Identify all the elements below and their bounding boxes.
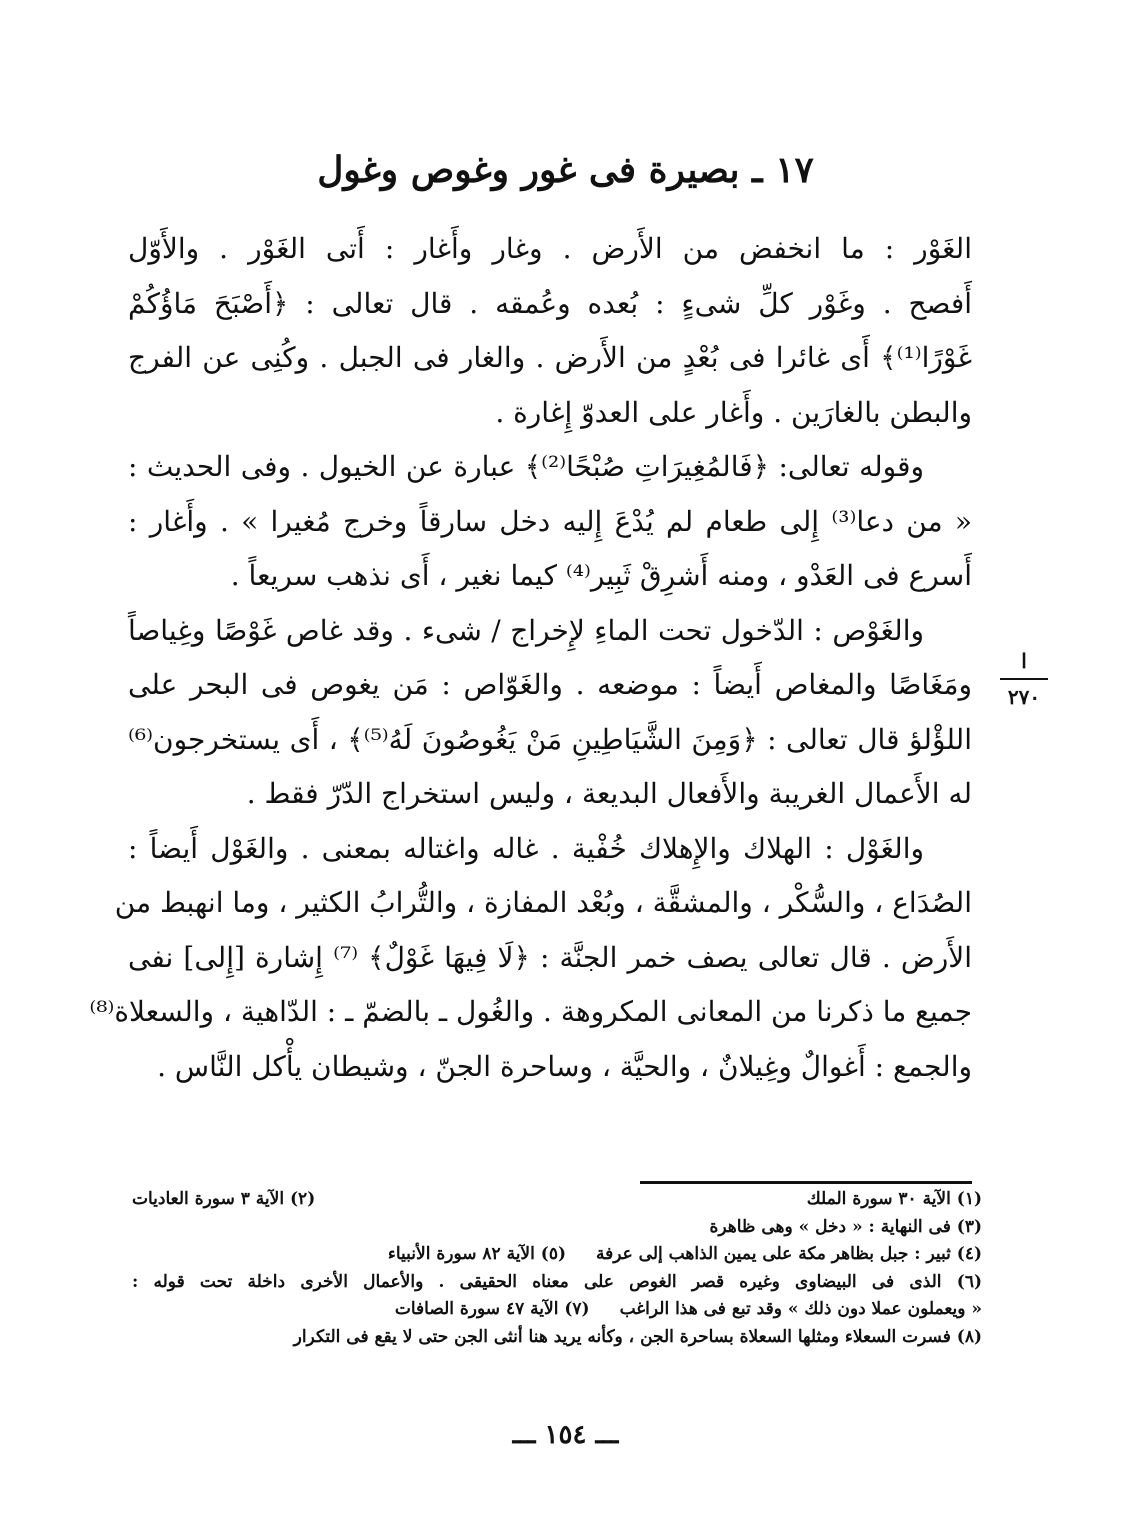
body-line: جميع ما ذكرنا من المعانى المكروهة . والغُول ـ بالضمّ ـ : الدّاهية ، والسعلاة⁽⁸⁾: [89, 995, 972, 1028]
body-line: الغَوْر : ما انخفض من الأَرض . وغار وأَغار : أَتى الغَوْر . والأَوّل: [128, 232, 972, 265]
body-line: الأَرض . قال تعالى يصف خمر الجنَّة : ﴿لَا فِيهَا غَوْلٌ﴾ ⁽⁷⁾ إِشارة [إِلى] نفى: [128, 940, 972, 974]
chapter-title: ١٧ ـ بصيرة فى غور وغوص وغول: [317, 149, 814, 191]
folio-side: ا: [1000, 648, 1048, 680]
body-line: غَوْرًا⁽¹⁾﴾ أَى غائرا فى بُعْدٍ من الأَرض . والغار فى الجبل . وكُنِى عن الفرج: [128, 341, 972, 374]
page-number: ـــ ١٥٤ ـــ: [512, 1420, 619, 1450]
footnote-row: [132, 1296, 982, 1324]
body-line: والغَوْص : الدّخول تحت الماءِ لإِخراج / شىء . وقد غاص غَوْصًا وغِياصاً: [128, 613, 924, 647]
body-line: أَسرع فى العَدْو ، ومنه أَشرِقْ ثَبِير⁽⁴⁾ كيما نغير ، أَى نذهب سريعاً .: [230, 559, 972, 592]
body-text: [89, 222, 972, 1094]
body-line: أَفصح . وغَوْر كلِّ شىءٍ : بُعده وعُمقه . قال تعالى : ﴿أَصْبَحَ مَاؤُكُمْ: [128, 286, 972, 320]
body-line: له الأَعمال الغريبة والأَفعال البديعة ، وليس استخراج الدّرّ فقط .: [246, 777, 972, 810]
footnote-8: (٨) فسرت السعلاء ومثلها السعلاة بساحرة الجن ، وكأنه يريد هنا أنثى الجن حتى لا يقع فى التكرار: [293, 1326, 982, 1347]
body-line: والغَوْل : الهلاك والإِهلاك خُفْية . غاله واغتاله بمعنى . والغَوْل أَيضاً :: [128, 831, 924, 865]
footnote-7: (٧) الآية ٤٧ سورة الصافات: [394, 1299, 590, 1319]
body-line: والجمع : أَغوالٌ وغِيلانٌ ، والحيَّة ، وساحرة الجنّ ، وشيطان يأْكل النَّاس .: [157, 1049, 972, 1083]
footnote-6: (٦) الذى فى البيضاوى وغيره قصر الغوص على معناه الحقيقى . والأعمال الأخرى داخلة تحت قوله :: [132, 1271, 982, 1292]
footnote-6-continued: « ويعملون عملا دون ذلك » وقد تبع فى هذا الراغب: [619, 1299, 982, 1319]
footnotes: [132, 1186, 982, 1351]
folio-number: ٢٧٠: [1007, 685, 1041, 709]
body-line: ومَغَاصًا والمغاص أَيضاً : موضعه . والغَوّاص : مَن يغوص فى البحر على: [128, 668, 972, 701]
footnote-divider: [640, 1181, 972, 1184]
footnote-2: (٢) الآية ٣ سورة العاديات: [132, 1189, 316, 1209]
body-line: « من دعا⁽³⁾ إِلى طعام لم يُدْعَ إِليه دخل سارقاً وخرج مُغيرا » . وأَغار :: [128, 504, 972, 538]
footnote-3: (٣) فى النهاية : « دخل » وهى ظاهرة: [709, 1216, 982, 1237]
body-line: الصُدَاع ، والسُّكْر ، والمشقَّة ، وبُعْد المفازة ، والتُّرابُ الكثير ، وما انهبط من: [114, 886, 972, 919]
footnote-1: (١) الآية ٣٠ سورة الملك: [806, 1189, 982, 1209]
manuscript-folio-marker: [1000, 648, 1048, 710]
footnote-row: [132, 1186, 982, 1214]
footnote-4: (٤) ثبير : جبل بظاهر مكة على يمين الذاهب إلى عرفة: [596, 1244, 982, 1264]
footnote-5: (٥) الآية ٨٢ سورة الأنبياء: [387, 1244, 566, 1264]
body-line: وقوله تعالى: ﴿فَالمُغِيرَاتِ صُبْحًا⁽²⁾﴾ عبارة عن الخيول . وفى الحديث :: [128, 450, 925, 483]
footnote-row: [132, 1241, 982, 1269]
body-line: اللؤْلؤ قال تعالى : ﴿وَمِنَ الشَّيَاطِينِ مَنْ يَغُوصُونَ لَهُ⁽⁵⁾﴾ ، أَى يستخرجون⁽⁶⁾: [128, 722, 972, 756]
body-line: والبطن بالغارَين . وأَغار على العدوّ إِغارة .: [495, 395, 972, 429]
